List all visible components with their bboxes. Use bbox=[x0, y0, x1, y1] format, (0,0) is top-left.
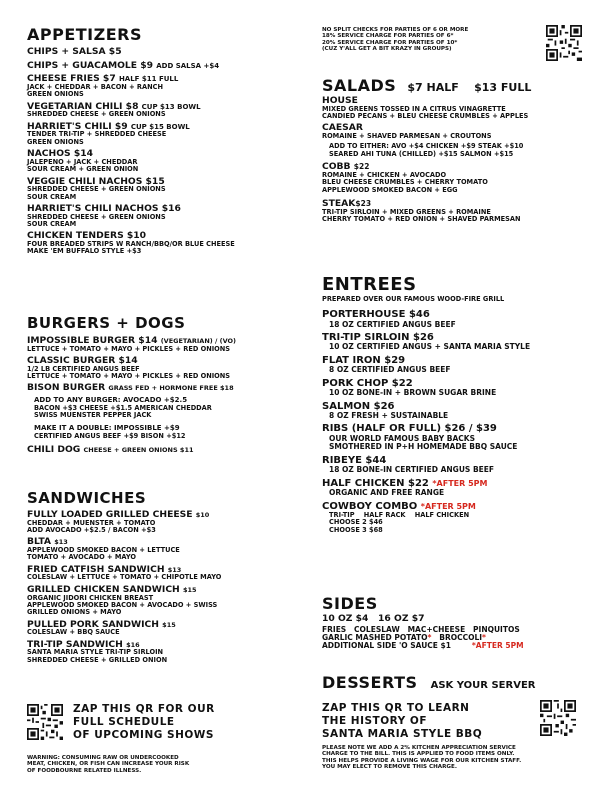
menu-item: NACHOS $14 bbox=[27, 148, 94, 160]
item-desc: 10 OZ CERTIFIED ANGUS + SANTA MARIA STYLE bbox=[329, 342, 531, 352]
item-desc: GREEN ONIONS bbox=[27, 137, 84, 146]
item-desc: SANTA MARIA STYLE TRI-TIP SIRLOIN bbox=[27, 648, 164, 657]
item-desc: CANDIED PECANS + BLEU CHEESE CRUMBLES + APPLES bbox=[322, 112, 529, 121]
item-desc: LETTUCE + TOMATO + MAYO + PICKLES + RED ONIONS bbox=[27, 344, 231, 353]
shows-qr-code[interactable] bbox=[27, 704, 63, 740]
salads-heading: SALADS bbox=[322, 76, 397, 95]
appetizers-list bbox=[27, 47, 307, 256]
salad-caesar: CAESAR bbox=[322, 122, 363, 134]
checks-note: NO SPLIT CHECKS FOR PARTIES OF 6 OR MORE 18% SERVICE CHARGE FOR PARTIES OF 6* 20% SERVICE CHARGE FOR PARTIES OF 10* (CUZ Y'ALL GET A BIT KRAZY IN GROUPS) bbox=[322, 27, 469, 53]
menu-item: IMPOSSIBLE BURGER $14 (VEGETARIAN) / (VO) bbox=[27, 335, 237, 346]
item-desc: GREEN ONIONS bbox=[27, 90, 84, 99]
item-desc: TRI-TIP SIRLOIN + MIXED GREENS + ROMAINE bbox=[322, 207, 491, 216]
sides-line: GARLIC MASHED POTATO* BROCCOLI* bbox=[322, 633, 486, 643]
kitchen-charge-note: PLEASE NOTE WE ADD A 2% KITCHEN APPRECIATION SERVICE CHARGE TO THE BILL. THIS IS APPLIED TO FOOD ITEMS ONLY. THIS HELPS PROVIDE A LIVING WAGE FOR OUR KITCHEN STAFF. YOU MAY ELECT TO REMOVE THIS CHARGE. bbox=[322, 745, 522, 771]
item-desc: SHREDDED CHEESE + GREEN ONIONS bbox=[27, 110, 166, 119]
menu-item: FULLY LOADED GRILLED CHEESE $10 bbox=[27, 509, 210, 520]
menu-item: SALMON $26 bbox=[322, 400, 395, 412]
item-desc: ORGANIC AND FREE RANGE bbox=[329, 488, 445, 498]
item-desc: ROMAINE + CHICKEN + AVOCADO bbox=[322, 170, 447, 179]
menu-item: HALF CHICKEN $22 *AFTER 5PM bbox=[322, 477, 488, 489]
item-desc: OUR WORLD FAMOUS BABY BACKS bbox=[329, 433, 476, 443]
item-desc: SMOTHERED IN P+H HOMEMADE BBQ SAUCE bbox=[329, 442, 518, 452]
item-desc: TRI-TIP HALF RACK HALF CHICKEN bbox=[329, 511, 470, 520]
salad-addons: SEARED AHI TUNA (CHILLED) +$15 SALMON +$15 bbox=[329, 149, 514, 158]
menu-item: CLASSIC BURGER $14 bbox=[27, 355, 138, 367]
item-desc: ORGANIC JIDORI CHICKEN BREAST bbox=[27, 593, 154, 602]
salads-price: $7 HALF $13 FULL bbox=[407, 81, 532, 94]
item-desc: SHREDDED CHEESE + GREEN ONIONS bbox=[27, 212, 166, 221]
bbq-qr-code[interactable] bbox=[540, 700, 576, 736]
menu-item: PORTERHOUSE $46 bbox=[322, 309, 430, 320]
menu-item: FRIED CATFISH SANDWICH $13 bbox=[27, 563, 182, 575]
salad-steak: STEAK$23 bbox=[322, 197, 372, 209]
top-qr-code[interactable] bbox=[546, 25, 582, 61]
sides-heading: SIDES bbox=[322, 594, 378, 613]
item-desc: ROMAINE + SHAVED PARMESAN + CROUTONS bbox=[322, 132, 492, 141]
burgers-list bbox=[27, 336, 307, 455]
entrees-subtitle: PREPARED OVER OUR FAMOUS WOOD-FIRE GRILL bbox=[322, 295, 505, 303]
menu-item: COWBOY COMBO *AFTER 5PM bbox=[322, 500, 476, 512]
appetizers-heading: APPETIZERS bbox=[27, 25, 143, 44]
bbq-qr-caption: ZAP THIS QR TO LEARN THE HISTORY OF SANTA MARIA STYLE BBQ bbox=[322, 702, 483, 741]
addons-title: ADD TO ANY BURGER: AVOCADO +$2.5 bbox=[34, 396, 188, 405]
salad-cobb: COBB $22 bbox=[322, 161, 370, 173]
item-desc: 10 OZ BONE-IN + BROWN SUGAR BRINE bbox=[329, 388, 497, 398]
sandwiches-list bbox=[27, 510, 307, 664]
salads-heading-row bbox=[322, 76, 531, 95]
item-desc: GRILLED ONIONS + MAYO bbox=[27, 608, 122, 617]
item-desc: COLESLAW + BBQ SAUCE bbox=[27, 628, 120, 637]
desserts-heading: DESSERTS bbox=[322, 673, 418, 692]
item-desc: JALEPENO + JACK + CHEDDAR bbox=[27, 157, 138, 166]
menu-item: BISON BURGER GRASS FED + HORMONE FREE $18 bbox=[27, 382, 234, 394]
sandwiches-heading: SANDWICHES bbox=[27, 489, 147, 507]
sides-list bbox=[322, 614, 594, 651]
item-desc: 8 OZ FRESH + SUSTAINABLE bbox=[329, 411, 449, 421]
entrees-heading: ENTREES bbox=[322, 274, 417, 295]
item-desc: CHEDDAR + MUENSTER + TOMATO bbox=[27, 518, 156, 527]
double-line: CERTIFIED ANGUS BEEF +$9 BISON +$12 bbox=[34, 431, 186, 440]
menu-item: VEGETARIAN CHILI $8 CUP $13 BOWL bbox=[27, 100, 201, 112]
menu-item: FLAT IRON $29 bbox=[322, 354, 406, 366]
salads-list bbox=[322, 96, 594, 223]
item-desc: TENDER TRI-TIP + SHREDDED CHEESE bbox=[27, 130, 167, 139]
sides-price: 10 OZ $4 16 OZ $7 bbox=[322, 613, 425, 624]
item-desc: SOUR CREAM + GREEN ONION bbox=[27, 165, 139, 174]
item-desc: APPLEWOOD SMOKED BACON + EGG bbox=[322, 185, 458, 194]
item-desc: BLEU CHEESE CRUMBLES + CHERRY TOMATO bbox=[322, 178, 488, 187]
item-desc: APPLEWOOD SMOKED BACON + LETTUCE bbox=[27, 546, 180, 555]
menu-item: VEGGIE CHILI NACHOS $15 bbox=[27, 175, 165, 187]
item-desc: MIXED GREENS TOSSED IN A CITRUS VINAGRETTE bbox=[322, 104, 506, 113]
item-desc: 18 OZ CERTIFIED ANGUS BEEF bbox=[329, 319, 456, 329]
menu-item: RIBEYE $44 bbox=[322, 454, 387, 466]
item-desc: SHREDDED CHEESE + GREEN ONIONS bbox=[27, 185, 166, 194]
menu-item: PULLED PORK SANDWICH $15 bbox=[27, 618, 176, 630]
menu-item: TRI-TIP SANDWICH $16 bbox=[27, 638, 140, 650]
addons-line: BACON +$3 CHEESE +$1.5 AMERICAN CHEDDAR bbox=[34, 403, 212, 412]
item-desc: TOMATO + AVOCADO + MAYO bbox=[27, 553, 137, 562]
sides-line: ADDITIONAL SIDE 'O SAUCE $1 *AFTER 5PM bbox=[322, 641, 524, 651]
menu-item: PORK CHOP $22 bbox=[322, 377, 413, 389]
menu-item: TRI-TIP SIRLOIN $26 bbox=[322, 331, 434, 343]
item-desc: CHOOSE 2 $46 bbox=[329, 518, 383, 527]
item-desc: 18 OZ BONE-IN CERTIFIED ANGUS BEEF bbox=[329, 465, 495, 475]
desserts-row bbox=[322, 673, 535, 692]
food-warning: WARNING: CONSUMING RAW OR UNDERCOOKED MEAT, CHICKEN, OR FISH CAN INCREASE YOUR RISK OF FOODBOURNE RELATED ILLNESS. bbox=[27, 755, 190, 774]
item-desc: 1/2 LB CERTIFIED ANGUS BEEF bbox=[27, 364, 140, 373]
salad-house: HOUSE bbox=[322, 95, 358, 106]
addons-line: SWISS MUENSTER PEPPER JACK bbox=[34, 411, 152, 420]
item-desc: SOUR CREAM bbox=[27, 192, 77, 201]
item-desc: ADD AVOCADO +$2.5 / BACON +$3 bbox=[27, 526, 156, 535]
menu-item: BLTA $13 bbox=[27, 536, 68, 548]
burgers-heading: BURGERS + DOGS bbox=[27, 314, 186, 332]
salad-addons: ADD TO EITHER: AVO +$4 CHICKEN +$9 STEAK +$10 bbox=[329, 142, 524, 151]
sides-line: FRIES COLESLAW MAC+CHEESE PINQUITOS bbox=[322, 624, 520, 634]
double-title: MAKE IT A DOUBLE: IMPOSSIBLE +$9 bbox=[34, 423, 180, 432]
menu-item: RIBS (HALF OR FULL) $26 / $39 bbox=[322, 423, 497, 435]
menu-item: CHEESE FRIES $7 HALF $11 FULL bbox=[27, 73, 179, 85]
menu-item: CHICKEN TENDERS $10 bbox=[27, 230, 147, 242]
menu-item: CHIPS + SALSA $5 bbox=[27, 46, 122, 57]
menu-item: HARRIET'S CHILI $9 CUP $15 BOWL bbox=[27, 120, 190, 132]
item-desc: COLESLAW + LETTUCE + TOMATO + CHIPOTLE MAYO bbox=[27, 573, 222, 582]
item-desc: 8 OZ CERTIFIED ANGUS BEEF bbox=[329, 365, 451, 375]
item-desc: LETTUCE + TOMATO + MAYO + PICKLES + RED ONIONS bbox=[27, 372, 231, 381]
item-desc: CHOOSE 3 $68 bbox=[329, 525, 383, 534]
menu-item: CHIPS + GUACAMOLE $9 ADD SALSA +$4 bbox=[27, 59, 220, 71]
desserts-subtitle: ASK YOUR SERVER bbox=[430, 680, 536, 691]
item-desc: APPLEWOOD SMOKED BACON + AVOCADO + SWISS bbox=[27, 600, 218, 609]
menu-item: HARRIET'S CHILI NACHOS $16 bbox=[27, 202, 181, 214]
entrees-list bbox=[322, 310, 594, 534]
item-desc: FOUR BREADED STRIPS W RANCH/BBQ/OR BLUE CHEESE bbox=[27, 240, 235, 249]
shows-qr-caption: ZAP THIS QR FOR OUR FULL SCHEDULE OF UPCOMING SHOWS bbox=[73, 703, 215, 742]
menu-item: GRILLED CHICKEN SANDWICH $15 bbox=[27, 583, 197, 595]
item-desc: JACK + CHEDDAR + BACON + RANCH bbox=[27, 82, 163, 91]
item-desc: CHERRY TOMATO + RED ONION + SHAVED PARMESAN bbox=[322, 215, 521, 223]
menu-item: CHILI DOG CHEESE + GREEN ONIONS $11 bbox=[27, 443, 194, 455]
item-desc: MAKE 'EM BUFFALO STYLE +$3 bbox=[27, 247, 142, 256]
item-desc: SHREDDED CHEESE + GRILLED ONION bbox=[27, 655, 168, 664]
item-desc: SOUR CREAM bbox=[27, 220, 77, 228]
